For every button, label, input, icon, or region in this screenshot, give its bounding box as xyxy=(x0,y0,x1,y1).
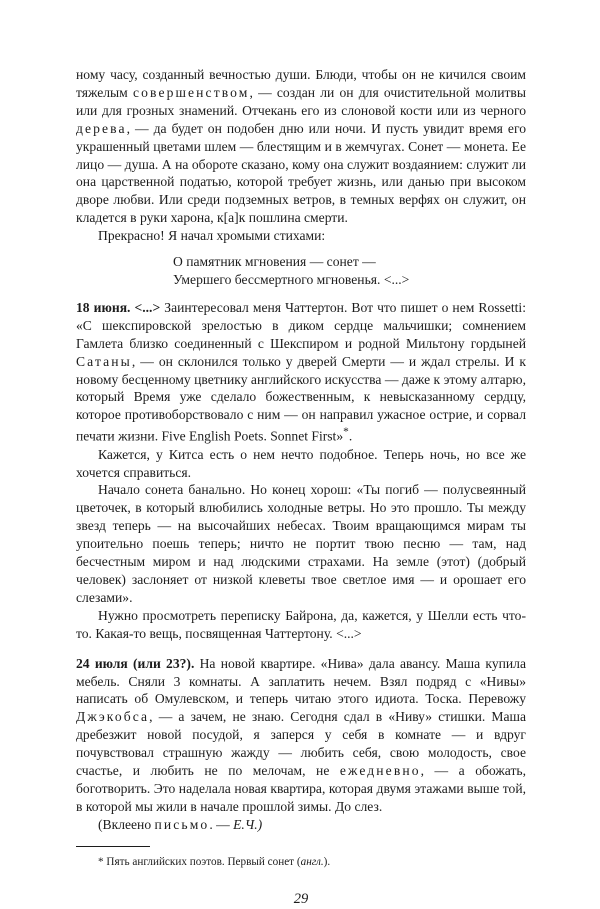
diary-entry-july-24: 24 июля (или 23?). На новой квартире. «Нива» дала авансу. Маша купила мебель. Сняли 3 комнаты. А заплатить нечем. Взял подряд с «Нивы» написать об Омулевском, и теперь читаю этого идиота. Тоска. Перевожу Джэкобса, — а зачем, не знаю. Сегодня сдал в «Ниву» стишки. Маша дребезжит новой посудой, я заперся у себя в комнате — и вдруг почувствовал страшную жажду — любить себя, свою молодость, свое счастье, и любить не по мелочам, не ежедневно, — а обожать, боготворить. Это наделала новая квартира, которая двумя этажами выше той, в которой мы жили в начале прошлой зимы. До слез. xyxy=(76,655,526,814)
verse-quote xyxy=(173,253,526,289)
diary-entry-june-18: 18 июня. <...> Заинтересовал меня Чаттертон. Вот что пишет о нем Rossetti: «С шекспировской зрелостью в диком сердце мальчишки; сомнением Гамлета близко соединенный с Шекспиром и родной Мильтону гордыней Сатаны, — он склонился только у дверей Смерти — и ждал стрелы. И к новому бесценному цветнику английского искусства — даже к этому алтарю, который Время уже сделало божественным, к невысказанному сердцу, которое противоборствовало с ним — он направил ужасное острие, и сорвал печати жизни. Five English Poets. Sonnet First»*. xyxy=(76,299,526,444)
entry-date: 24 июля (или 23?). xyxy=(76,655,195,671)
spaced-word: ежедневно xyxy=(339,763,421,779)
paragraph-began-verse: Прекрасно! Я начал хромыми стихами: xyxy=(98,228,326,244)
footnote-divider xyxy=(76,846,150,847)
footnote-marker: * xyxy=(343,426,349,439)
spaced-word: Сатаны xyxy=(76,353,132,369)
paragraph-pasted-letter: (Вклеено письмо. — Е.Ч.) xyxy=(98,816,263,832)
entry-date: 18 июня. <...> xyxy=(76,299,161,315)
footnote-mark: * xyxy=(98,855,104,868)
spaced-word: Джэкобса xyxy=(76,709,150,725)
paragraph-byron: Нужно просмотреть переписку Байрона, да, кажется, у Шелли есть что-то. Какая-то вещь, посвященная Чаттертону. <...> xyxy=(76,607,526,641)
footnote: * Пять английских поэтов. Первый сонет (англ.). xyxy=(98,855,331,868)
editor-initials: Е.Ч.) xyxy=(233,816,263,832)
paragraph-sonnet-text: ному часу, созданный вечностью души. Блюди, чтобы он не кичился своим тяжелым совершенством, — создан ли он для очистительной молитвы или для грозных знамений. Отчекань его из слоновой кости или из черного дерева, — да будет он подобен дню или ночи. И пусть увидит время его украшенный цветами шлем — блестящим и в жемчугах. Сонет — монета. Ее лицо — душа. А на обороте сказано, кому она служит воздаянием: служит ли она царственной податью, которой требует жизнь, или данью при высоком дворе любви. Или среди подземных ветров, в темных верфях он служит, он кладется в руки харона, к[а]к пошлина смерти. xyxy=(76,67,526,226)
paragraph-sonnet-ending: Начало сонета банально. Но конец хорош: «Ты погиб — полусвеянный цветочек, в который влюбились холодные ветры. Но это прошло. Ты между звезд теперь — на высочайших небесах. Твоим вращающимся мирам ты упоительно поешь теперь; ничто не портит твою песню — там, над бесчестным миром и над людскими страхами. На земле (этот) (добрый человек) заслоняет от низкой клеветы твое светлое имя — и орошает его слезами». xyxy=(76,482,526,605)
verse-line: Умершего бессмертного мгновенья. <...> xyxy=(173,271,410,287)
verse-line: О памятник мгновения — сонет — xyxy=(173,254,376,270)
spaced-word: письмо xyxy=(154,816,210,832)
book-page xyxy=(76,66,526,909)
spaced-word: совершенством xyxy=(132,84,250,100)
paragraph-keats: Кажется, у Китса есть о нем нечто подобное. Теперь ночь, но все же хочется справиться. xyxy=(76,446,526,480)
spaced-word: дерева xyxy=(76,120,127,136)
page-number: 29 xyxy=(293,890,309,907)
